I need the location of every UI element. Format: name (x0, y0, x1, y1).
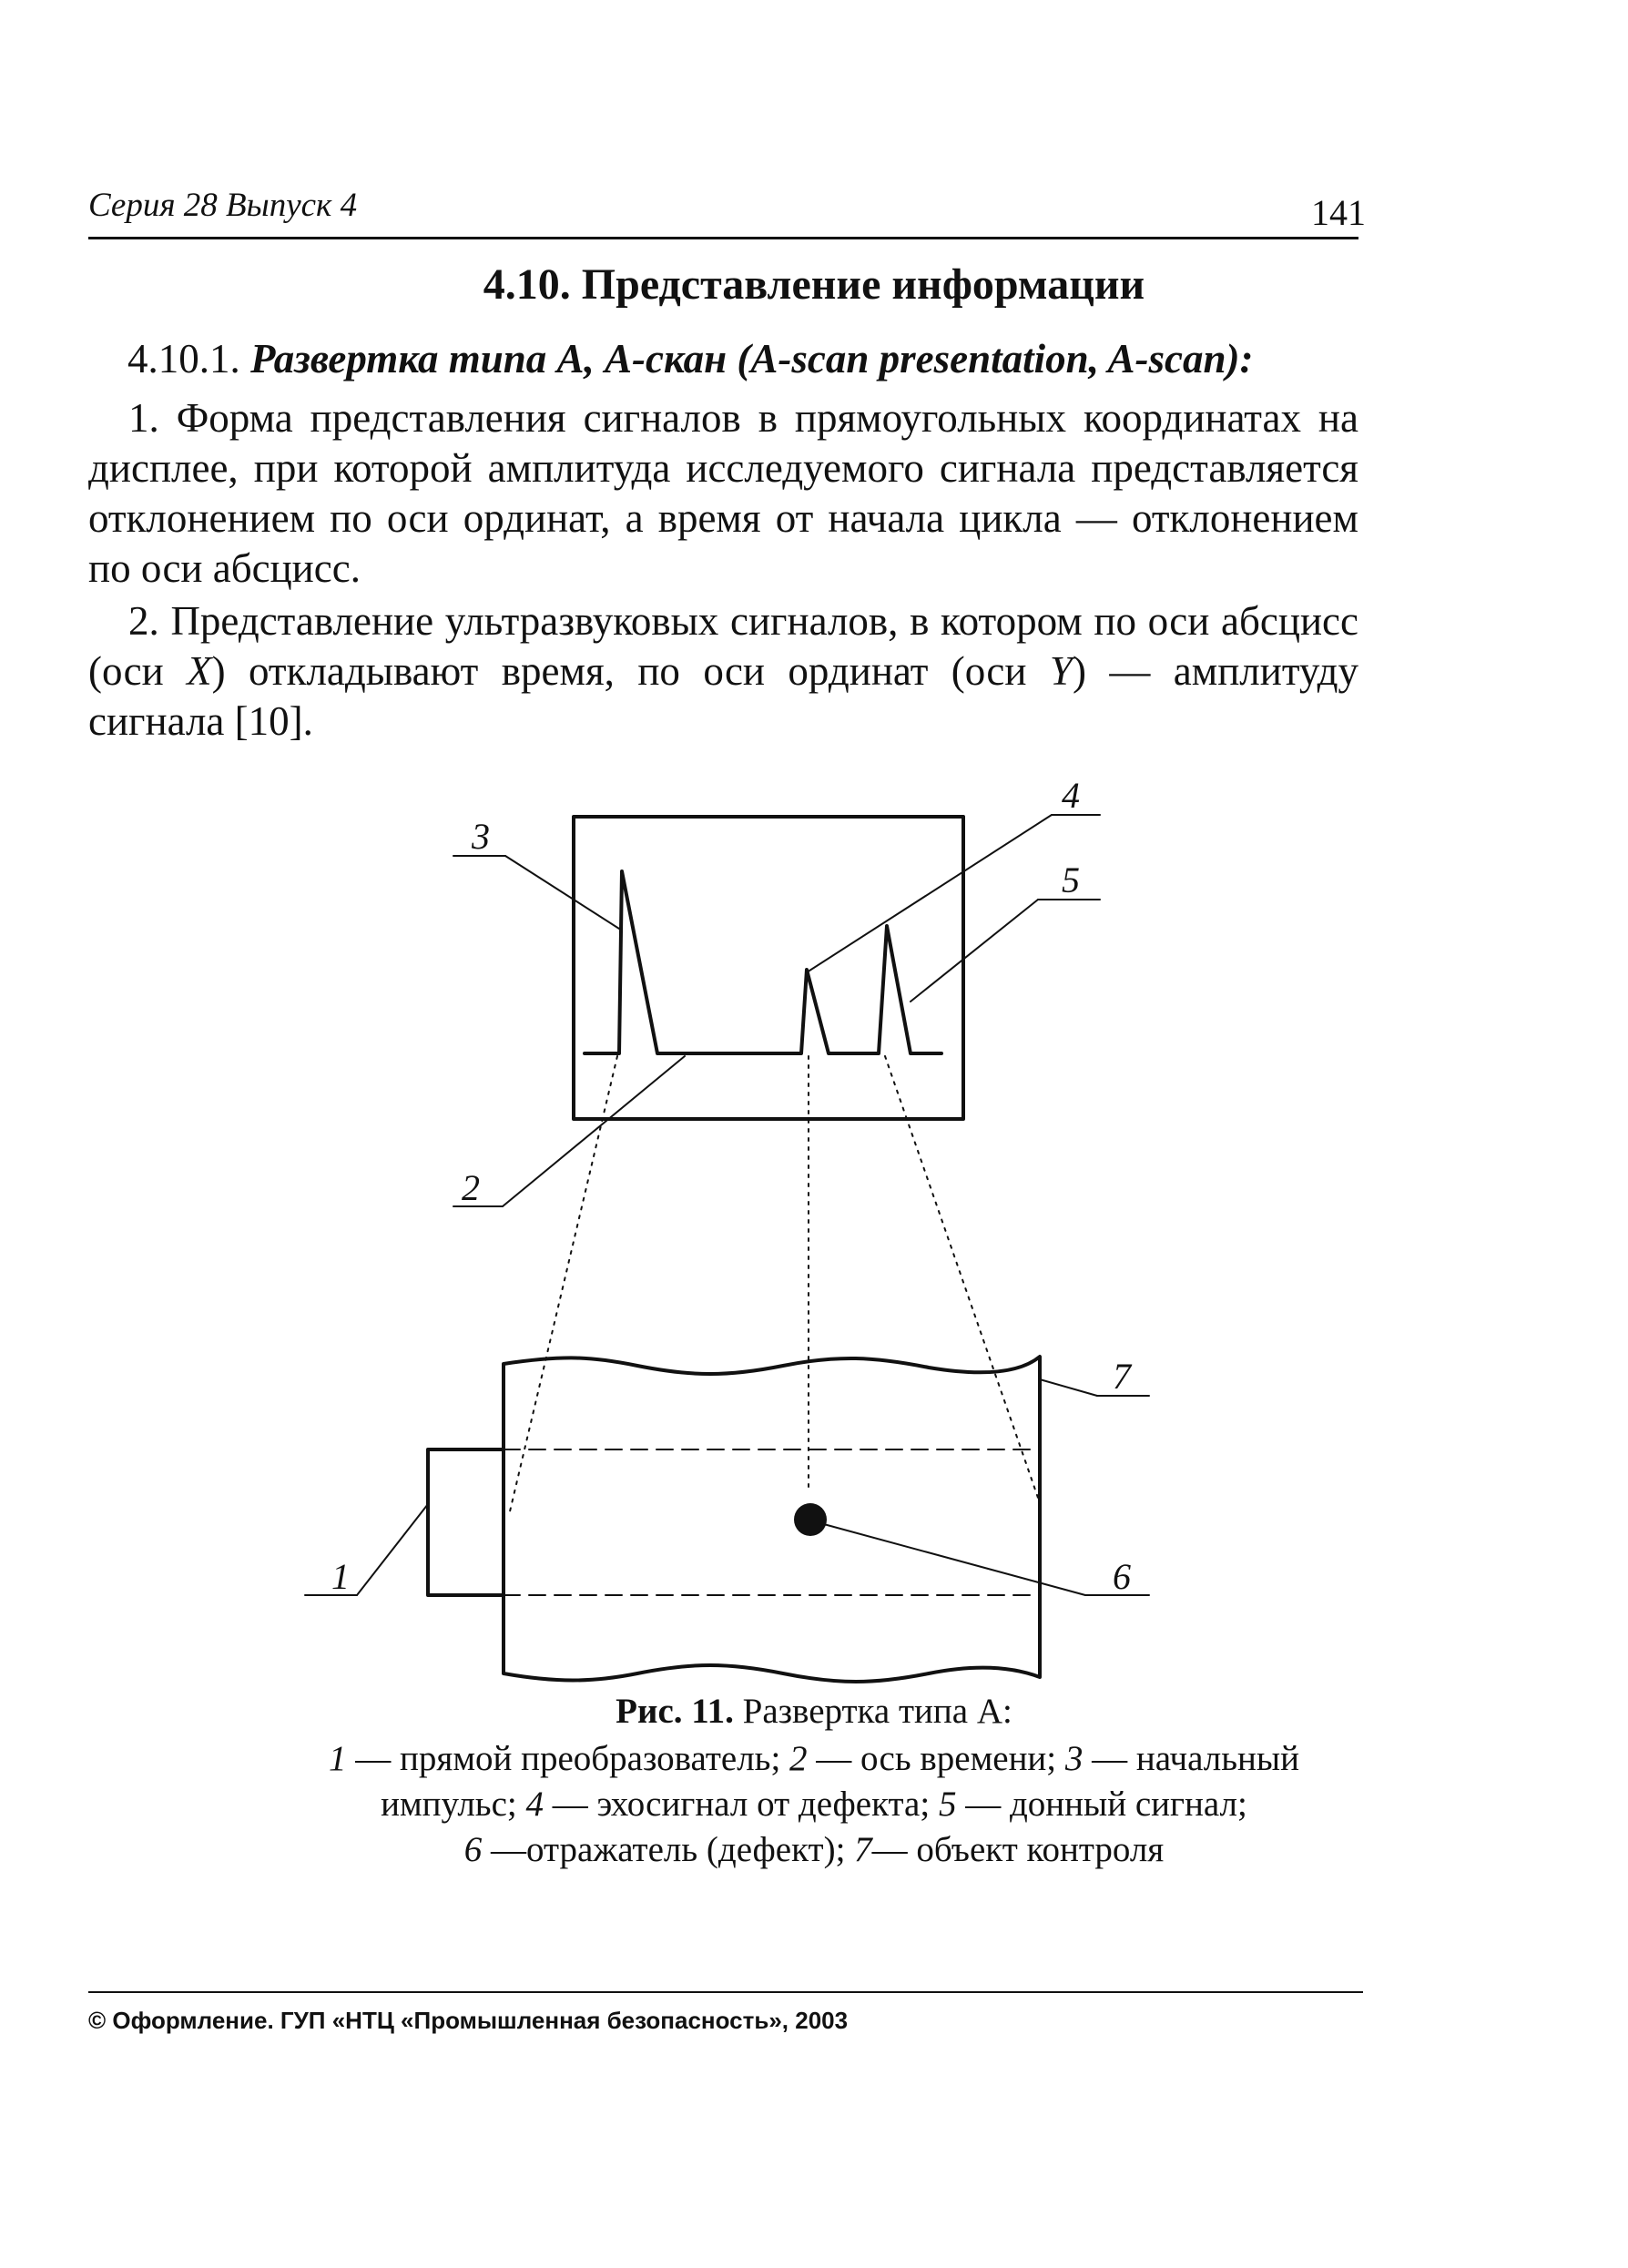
a-scan-trace (585, 871, 941, 1053)
page-number: 141 (1311, 192, 1366, 233)
figure-legend-line-1 (0, 1736, 1628, 1782)
legend-text-2: — ось времени; (807, 1739, 1065, 1778)
axis-x-symbol: X (187, 648, 212, 694)
series-header: Серия 28 Выпуск 4 (88, 187, 358, 224)
figure-caption-title (0, 1689, 1628, 1734)
section-title: 4.10. Представление информации (483, 260, 1145, 309)
a-scan-diagram (0, 756, 1628, 1684)
legend-num-3: 3 (1064, 1739, 1084, 1778)
legend-num-5: 5 (938, 1785, 957, 1824)
label-4: 4 (1062, 775, 1080, 816)
label-2: 2 (462, 1167, 480, 1208)
copyright-footer: © Оформление. ГУП «НТЦ «Промышленная безопасность», 2003 (88, 2007, 849, 2034)
defect-reflector (794, 1503, 827, 1536)
label-3: 3 (472, 816, 490, 857)
leader-7 (1040, 1379, 1097, 1396)
figure-title: Развертка типа А: (733, 1692, 1012, 1731)
legend-num-7: 7 (854, 1830, 872, 1869)
leader-6 (810, 1520, 1085, 1595)
figure-legend-line-3 (0, 1827, 1628, 1873)
legend-text-5: — донный сигнал; (956, 1785, 1247, 1824)
figure-legend-line-2 (0, 1782, 1628, 1827)
paragraph-2-part-b: ) откладывают время, по оси ординат (оси (211, 648, 1050, 694)
term-heading (127, 335, 1254, 382)
display-screen (574, 817, 963, 1119)
legend-text-4: — эхосигнал от дефекта; (543, 1785, 939, 1824)
legend-num-6: 6 (463, 1830, 483, 1869)
legend-text-3: — начальный (1083, 1739, 1299, 1778)
legend-num-4: 4 (525, 1785, 544, 1824)
term-title: Развертка типа А, А-скан (A-scan presentation, A-scan): (250, 336, 1254, 381)
header-rule (88, 237, 1358, 239)
test-object-body (504, 1357, 1040, 1682)
legend-text-3b: импульс; (381, 1785, 526, 1824)
term-number: 4.10.1. (127, 336, 240, 381)
label-6: 6 (1113, 1556, 1131, 1597)
legend-text-6: —отражатель (дефект); (482, 1830, 855, 1869)
legend-text-7: — объект контроля (871, 1830, 1165, 1869)
label-5: 5 (1062, 859, 1080, 900)
paragraph-2-part-c: ) — амплитуду сигнала [10]. (88, 648, 1358, 744)
legend-num-2: 2 (789, 1739, 808, 1778)
label-1: 1 (331, 1556, 350, 1597)
figure-number: Рис. 11. (616, 1692, 734, 1731)
transducer (428, 1449, 504, 1595)
projection-line-right (885, 1056, 1038, 1498)
axis-y-symbol: Y (1049, 648, 1073, 694)
footer-rule (88, 1991, 1363, 1993)
paragraph-1: 1. Форма представления сигналов в прямоугольных координатах на дисплее, при которой амплитуда исследуемого сигнала представляется отклонением по оси ординат, а время от начала цикла — отклонением по оси абсцисс. (88, 395, 1358, 591)
legend-text-1: — прямой преобразователь; (346, 1739, 790, 1778)
paragraph-2 (88, 596, 1358, 747)
label-7: 7 (1113, 1356, 1131, 1397)
legend-num-1: 1 (329, 1739, 347, 1778)
paragraph-2-part-a: 2. Представление ультразвуковых сигналов, в котором по оси абсцисс (оси (88, 598, 1358, 694)
